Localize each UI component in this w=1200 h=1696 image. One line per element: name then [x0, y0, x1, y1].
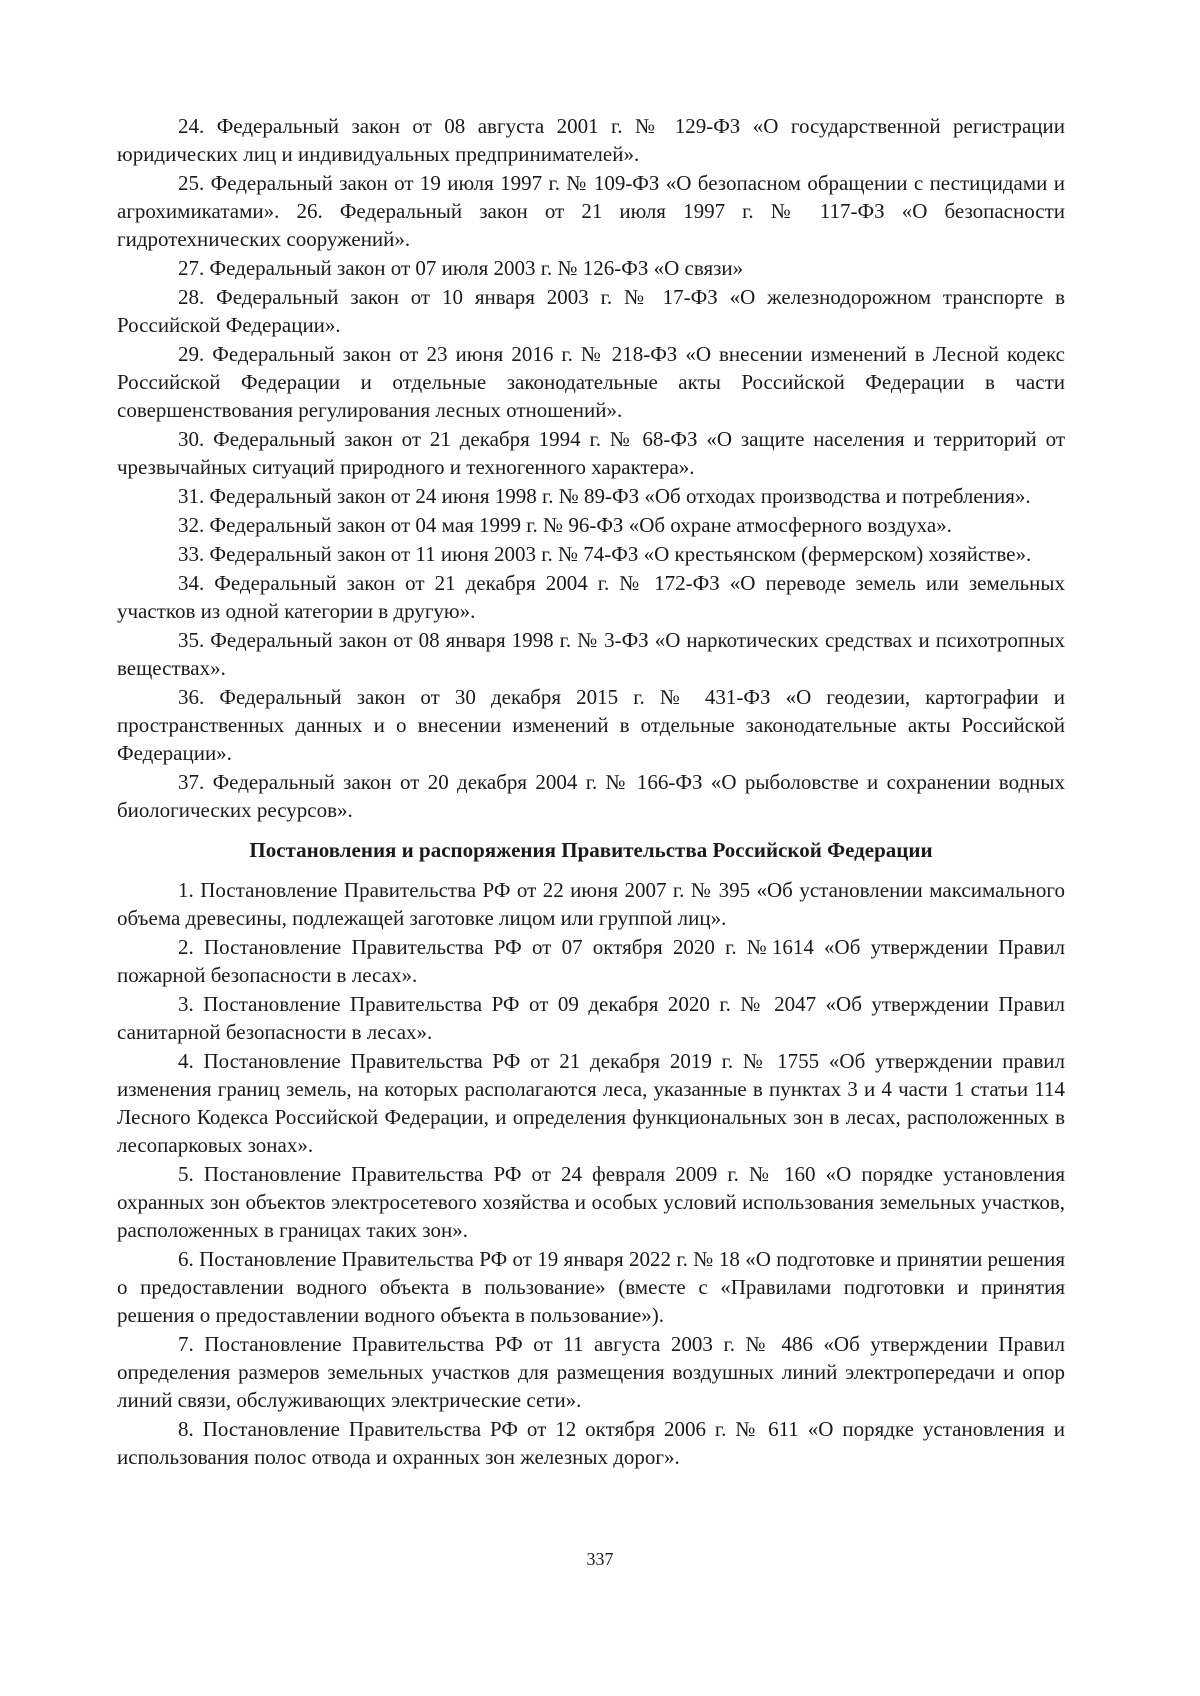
list-item: 34. Федеральный закон от 21 декабря 2004 г. № 172-ФЗ «О переводе земель или земельных участков из одной категории в другую».: [117, 571, 1065, 623]
list-item: 4. Постановление Правительства РФ от 21 декабря 2019 г. № 1755 «Об утверждении правил изменения границ земель, на которых располагаются леса, указанные в пунктах 3 и 4 части 1 статьи 114 Лесного Кодекса Российской Федерации, и определения функциональных зон в лесах, расположенных в лесопарковых зонах».: [117, 1049, 1065, 1157]
page-number: 337: [586, 1549, 614, 1569]
federal-laws-list: [117, 112, 1065, 824]
list-item: 32. Федеральный закон от 04 мая 1999 г. № 96-ФЗ «Об охране атмосферного воздуха».: [178, 513, 952, 537]
list-item: 35. Федеральный закон от 08 января 1998 г. № 3-ФЗ «О наркотических средствах и психотропных веществах».: [117, 628, 1065, 680]
government-decrees-list: [117, 876, 1065, 1471]
list-item: 24. Федеральный закон от 08 августа 2001 г. № 129-ФЗ «О государственной регистрации юридических лиц и индивидуальных предпринимателей».: [117, 114, 1065, 166]
list-item: 37. Федеральный закон от 20 декабря 2004 г. № 166-ФЗ «О рыболовстве и сохранении водных биологических ресурсов».: [117, 770, 1065, 822]
list-item: 36. Федеральный закон от 30 декабря 2015 г. № 431-ФЗ «О геодезии, картографии и пространственных данных и о внесении изменений в отдельные законодательные акты Российской Федерации».: [117, 685, 1065, 765]
list-item: 8. Постановление Правительства РФ от 12 октября 2006 г. № 611 «О порядке установления и использования полос отвода и охранных зон железных дорог».: [117, 1417, 1065, 1469]
list-item: 3. Постановление Правительства РФ от 09 декабря 2020 г. № 2047 «Об утверждении Правил санитарной безопасности в лесах».: [117, 992, 1065, 1044]
list-item: 28. Федеральный закон от 10 января 2003 г. № 17-ФЗ «О железнодорожном транспорте в Российской Федерации».: [117, 285, 1065, 337]
section-heading: Постановления и распоряжения Правительства Российской Федерации: [249, 838, 933, 862]
document-page: [117, 112, 1065, 1472]
list-item: 1. Постановление Правительства РФ от 22 июня 2007 г. № 395 «Об установлении максимального объема древесины, подлежащей заготовке лицом или группой лиц».: [117, 878, 1065, 930]
list-item: 25. Федеральный закон от 19 июля 1997 г. № 109-ФЗ «О безопасном обращении с пестицидами и агрохимикатами». 26. Федеральный закон от 21 июля 1997 г. № 117-ФЗ «О безопасности гидротехнических сооружений».: [117, 171, 1065, 251]
list-item: 33. Федеральный закон от 11 июня 2003 г. № 74-ФЗ «О крестьянском (фермерском) хозяйстве».: [178, 542, 1032, 566]
list-item: 5. Постановление Правительства РФ от 24 февраля 2009 г. № 160 «О порядке установления охранных зон объектов электросетевого хозяйства и особых условий использования земельных участков, расположенных в границах таких зон».: [117, 1162, 1065, 1242]
list-item: 2. Постановление Правительства РФ от 07 октября 2020 г. №1614 «Об утверждении Правил пожарной безопасности в лесах».: [117, 935, 1065, 987]
list-item: 31. Федеральный закон от 24 июня 1998 г. № 89-ФЗ «Об отходах производства и потребления».: [178, 484, 1031, 508]
list-item: 7. Постановление Правительства РФ от 11 августа 2003 г. № 486 «Об утверждении Правил определения размеров земельных участков для размещения воздушных линий электропередачи и опор линий связи, обслуживающих электрические сети».: [117, 1332, 1065, 1412]
list-item: 27. Федеральный закон от 07 июля 2003 г. № 126-ФЗ «О связи»: [178, 256, 744, 280]
list-item: 30. Федеральный закон от 21 декабря 1994 г. № 68-ФЗ «О защите населения и территорий от чрезвычайных ситуаций природного и техногенного характера».: [117, 427, 1065, 479]
list-item: 29. Федеральный закон от 23 июня 2016 г. № 218-ФЗ «О внесении изменений в Лесной кодекс Российской Федерации и отдельные законодательные акты Российской Федерации в части совершенствования регулирования лесных отношений».: [117, 342, 1065, 422]
list-item: 6. Постановление Правительства РФ от 19 января 2022 г. № 18 «О подготовке и принятии решения о предоставлении водного объекта в пользование» (вместе с «Правилами подготовки и принятия решения о предоставлении водного объекта в пользование»).: [117, 1247, 1065, 1327]
